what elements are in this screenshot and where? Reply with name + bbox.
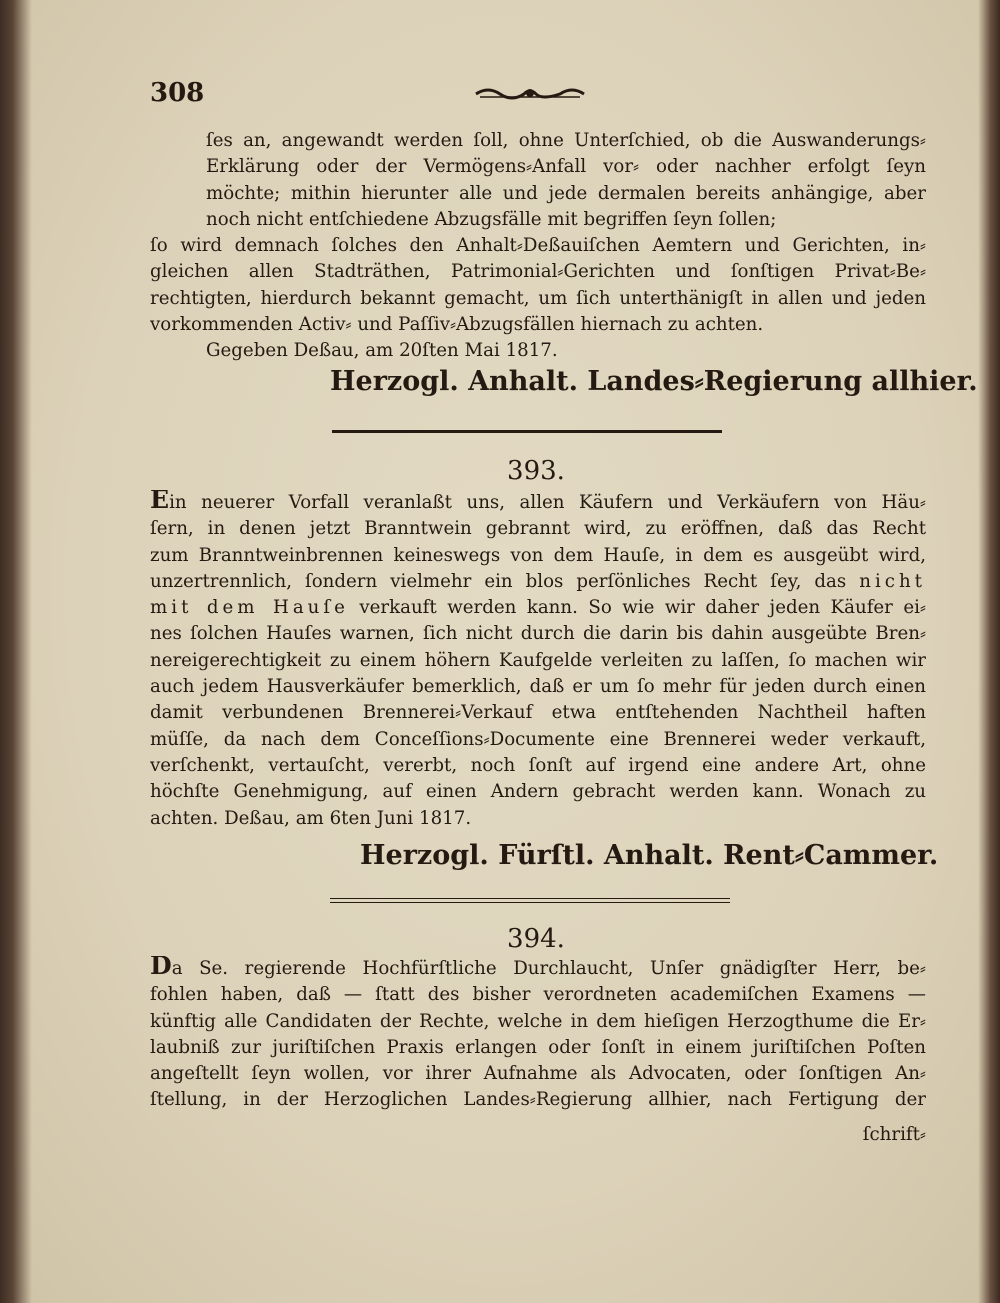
dateline: achten. Deßau, am 6ten Juni 1817.	[150, 807, 472, 829]
text-line: ſes an, angewandt werden ſoll, ohne Unterſchied, ob die Auswanderungs⸗	[206, 130, 926, 151]
section-number-393: 393.	[507, 456, 565, 486]
text-line: verſchenkt, vertauſcht, vererbt, noch ſonſt auf irgend eine andere Art, ohne	[150, 754, 926, 776]
text-line: nes ſolchen Hauſes warnen, ſich nicht durch die darin bis dahin ausgeübte Bren⸗	[150, 623, 926, 645]
text-line: noch nicht entſchiedene Abzugsfälle mit begriffen ſeyn ſollen;	[206, 208, 777, 230]
text-line: laubniß zur juriſtiſchen Praxis erlangen oder ſonſt in einem juriſtiſchen Poſten	[150, 1036, 926, 1058]
text-line: ſtellung, in der Herzoglichen Landes⸗Regierung allhier, nach Fertigung der	[150, 1089, 926, 1111]
section-divider-double	[330, 898, 730, 899]
emphasized-text: mit dem Hauſe	[150, 597, 349, 619]
text-line: müſſe, da nach dem Conceſſions⸗Documente eine Brennerei weder verkauft,	[150, 728, 926, 750]
section-394-body	[150, 956, 926, 1114]
text-line: Da Se. regierende Hochfürſtliche Durchlaucht, Unſer gnädigſter Herr, be⸗	[150, 956, 926, 982]
text-line: rechtigten, hierdurch bekannt gemacht, um ſich unterthänigſt in allen und jeden	[150, 287, 926, 309]
text-line: Ein neuerer Vorfall veranlaßt uns, allen Käufern und Verkäufern von Häu⸗	[150, 490, 926, 516]
headpiece-ornament-icon	[474, 84, 586, 102]
text-line: fohlen haben, daß — ſtatt des bisher verordneten academiſchen Examens —	[150, 984, 926, 1006]
text-line: mit dem Hauſe verkauft werden kann. So wie wir daher jeden Käufer ei⸗	[150, 597, 926, 619]
section-divider-double	[330, 902, 730, 903]
text-line: unzertrennlich, ſondern vielmehr ein blos perſönliches Recht ſey, das nicht	[150, 570, 926, 592]
initial-letter: D	[150, 956, 172, 980]
section-393-body	[150, 490, 926, 832]
text-line: nereigerechtigkeit zu einem höhern Kaufgelde verleiten zu laſſen, ſo machen wir	[150, 649, 926, 671]
text-line: möchte; mithin hierunter alle und jede dermalen bereits anhängige, aber	[206, 182, 926, 204]
text-line: ſo wird demnach ſolches den Anhalt⸗Deßauiſchen Aemtern und Gerichten, in⸗	[150, 235, 926, 257]
text-line: künftig alle Candidaten der Rechte, welche in dem hieſigen Herzogthume die Er⸗	[150, 1010, 926, 1032]
decree-continuation	[150, 128, 926, 365]
binding-shadow-left	[0, 0, 32, 1303]
emphasized-text: nicht	[859, 570, 926, 592]
initial-letter: E	[150, 490, 170, 514]
text-line: Erklärung oder der Vermögens⸗Anfall vor⸗ oder nachher erfolgt ſeyn	[206, 156, 926, 178]
text-line: auch jedem Hausverkäufer bemerklich, daß er um ſo mehr für jeden durch einen	[150, 676, 926, 698]
text-line: zum Branntweinbrennen keineswegs von dem Hauſe, in dem es ausgeübt wird,	[150, 544, 926, 566]
text-line: gleichen allen Stadträthen, Patrimonial⸗Gerichten und ſonſtigen Privat⸗Be⸗	[150, 261, 926, 283]
text-line: damit verbundenen Brennerei⸗Verkauf etwa entſtehenden Nachtheil haften	[150, 702, 926, 724]
text-line: angeſtellt ſeyn wollen, vor ihrer Aufnahme als Advocaten, oder ſonſtigen An⸗	[150, 1063, 926, 1085]
signature-landes-regierung: Herzogl. Anhalt. Landes⸗Regierung allhier.	[330, 366, 978, 397]
section-number-394: 394.	[507, 924, 565, 954]
page-edge-right	[978, 0, 1000, 1303]
text-line: ſern, in denen jetzt Branntwein gebrannt wird, zu eröffnen, daß das Recht	[150, 518, 926, 540]
page-number: 308	[150, 78, 205, 108]
text-line: vorkommenden Activ⸗ und Paſſiv⸗Abzugsfällen hiernach zu achten.	[150, 314, 764, 336]
text-line: höchſte Genehmigung, auf einen Andern gebracht werden kann. Wonach zu	[150, 781, 926, 803]
dateline: Gegeben Deßau, am 20ſten Mai 1817.	[206, 340, 558, 362]
catchword: ſchrift⸗	[862, 1124, 926, 1145]
signature-rent-cammer: Herzogl. Fürſtl. Anhalt. Rent⸗Cammer.	[360, 840, 939, 871]
section-divider	[332, 430, 722, 433]
